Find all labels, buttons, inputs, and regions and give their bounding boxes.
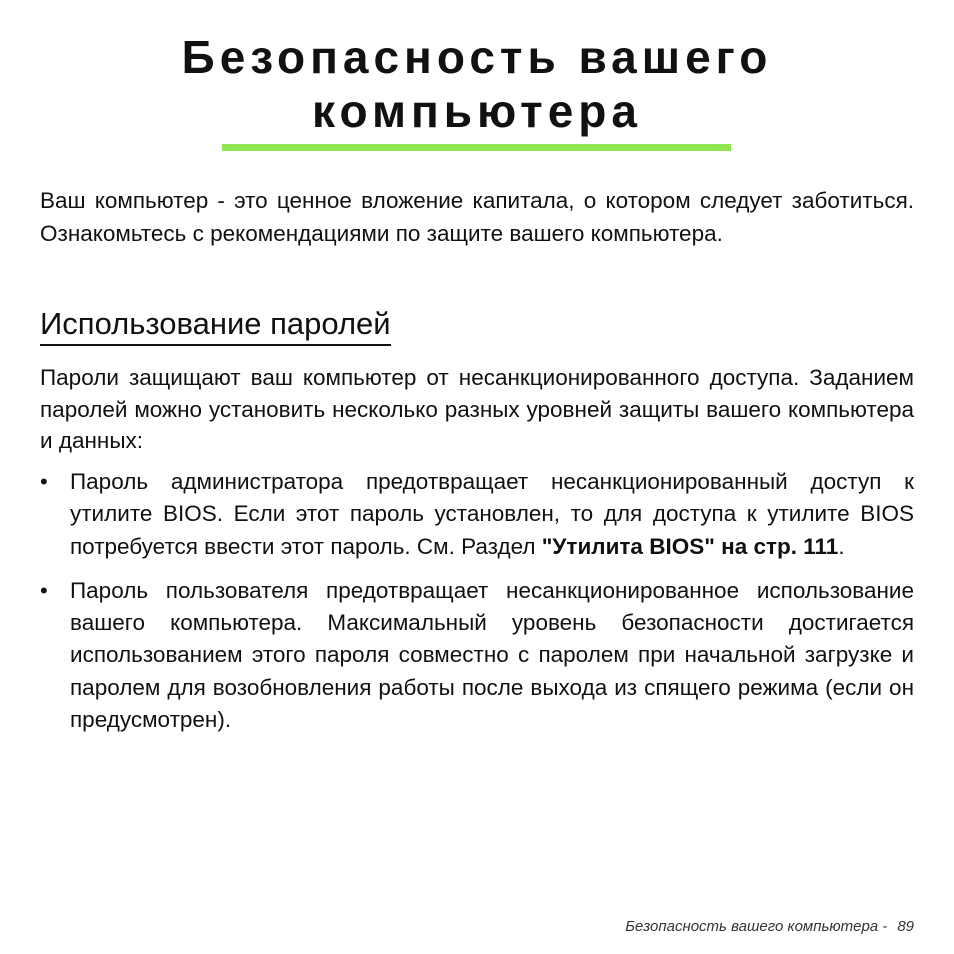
page-footer xyxy=(625,918,914,935)
bullet-text: Пароль пользователя предотвращает несанкционированное использование вашего компьютера. Максимальный уровень безопасности достигается использованием этого пароля совместно с паролем при начальной загрузке и паролем для возобновления работы после выхода из спящего режима (если он предусмотрен). xyxy=(70,577,914,733)
bullet-marker: • xyxy=(40,577,48,603)
footer-title: Безопасность вашего компьютера - xyxy=(625,918,888,935)
page-title-line-2: компьютера xyxy=(312,85,642,137)
list-item xyxy=(40,575,914,736)
page-number: 89 xyxy=(897,918,914,935)
section-paragraph: Пароли защищают ваш компьютер от несанкционированного доступа. Заданием паролей можно установить несколько разных уровней защиты вашего компьютера и данных: xyxy=(40,365,914,453)
section-heading: Использование паролей xyxy=(40,304,391,346)
page-title-line-1: Безопасность вашего xyxy=(181,31,773,83)
bullet-list xyxy=(40,466,914,748)
bullet-text-end: . xyxy=(838,533,845,559)
bullet-marker: • xyxy=(40,469,48,494)
list-item xyxy=(40,466,914,563)
intro-paragraph: Ваш компьютер - это ценное вложение капитала, о котором следует заботиться. Ознакомьтесь с рекомендациями по защите вашего компьютера. xyxy=(40,188,914,246)
title-underline-bar xyxy=(222,144,731,151)
bios-cross-reference-link[interactable]: "Утилита BIOS" на стр. 111 xyxy=(541,533,839,559)
bullet-text: Пароль администратора предотвращает несанкционированный доступ к утилите BIOS. Если этот пароль установлен, то для доступа к утилите BIOS потребуется ввести этот пароль. См. Раздел xyxy=(70,469,914,559)
page-title xyxy=(0,30,954,138)
